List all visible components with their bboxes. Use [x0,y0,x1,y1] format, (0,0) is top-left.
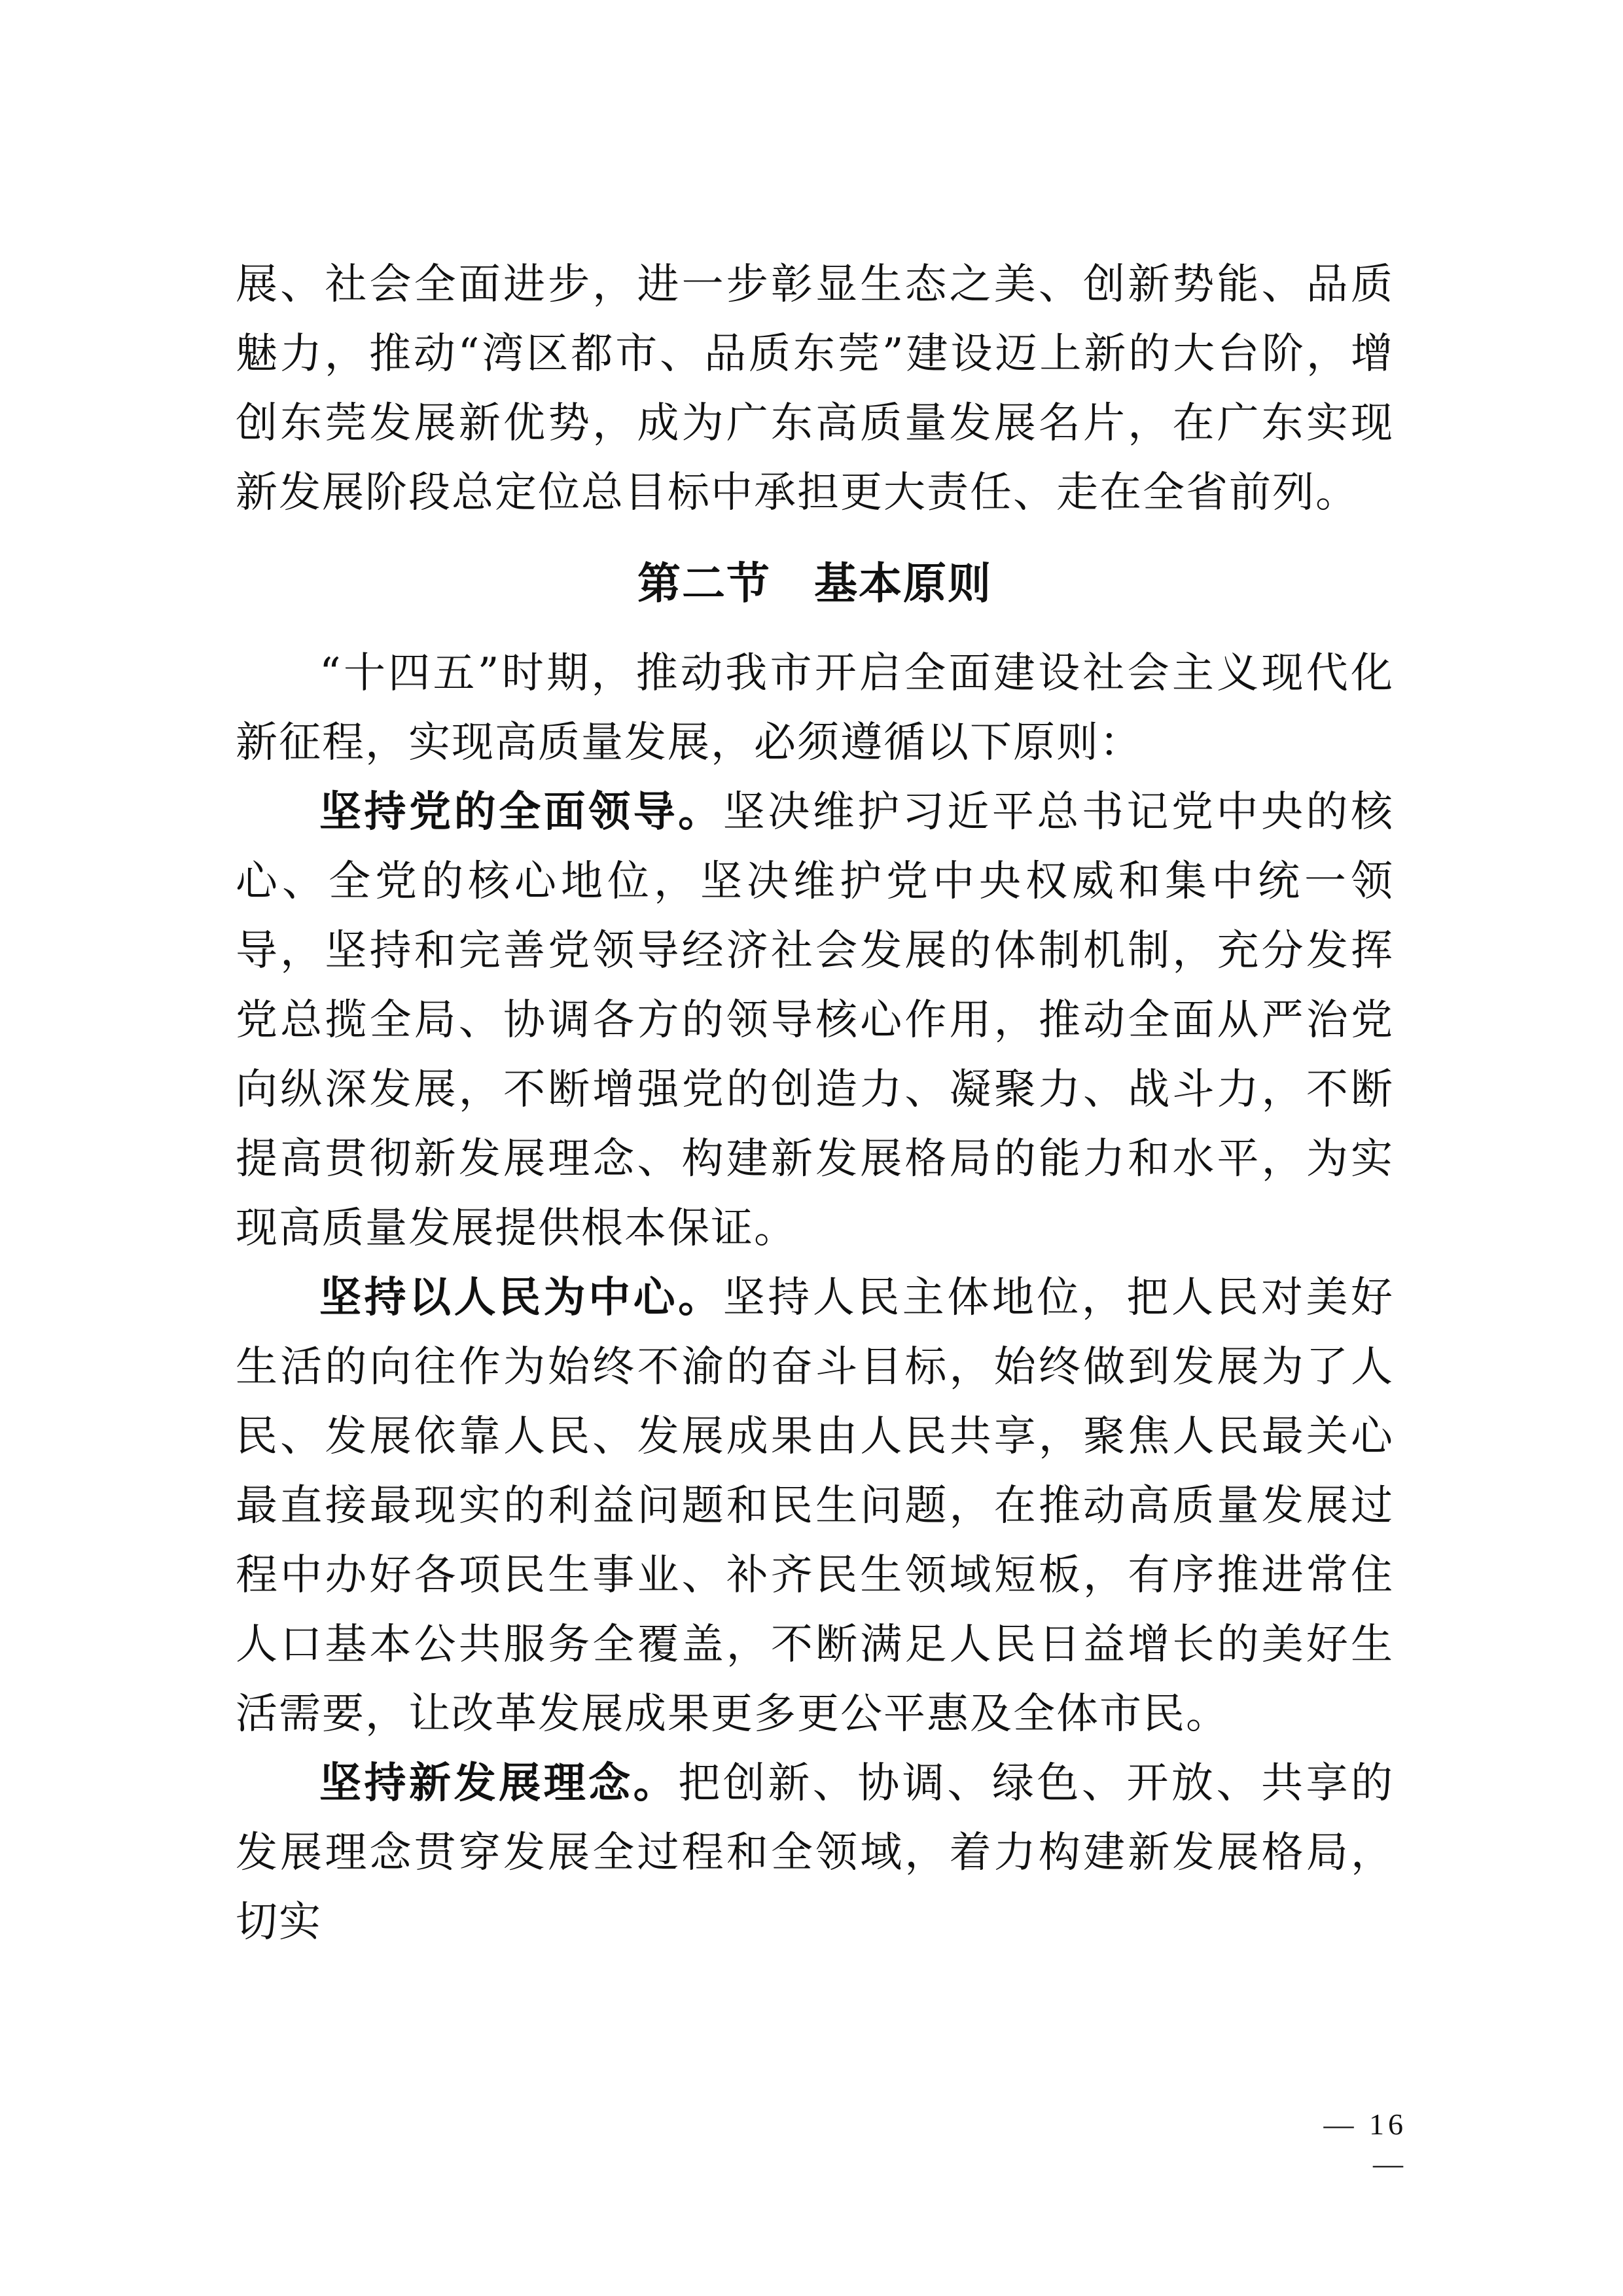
section-heading [236,548,1394,618]
principle-lead: 坚持党的全面领导。 [319,787,723,836]
continuation-paragraph: 展、社会全面进步，进一步彰显生态之美、创新势能、品质魅力，推动“湾区都市、品质东莞”建设迈上新的大台阶，增创东莞发展新优势，成为广东高质量发展名片，在广东实现新发展阶段总定位总目标中承担更大责任、走在全省前列。 [236,260,1394,517]
principle-body: 坚持人民主体地位，把人民对美好生活的向往作为始终不渝的奋斗目标，始终做到发展为了人民、发展依靠人民、发展成果由人民共享，聚焦人民最关心最直接最现实的利益问题和民生问题，在推动高质量发展过程中办好各项民生事业、补齐民生领域短板，有序推进常住人口基本公共服务全覆盖，不断满足人民日益增长的美好生活需要，让改革发展成果更多更公平惠及全体市民。 [236,1274,1395,1738]
section-title: 基本原则 [814,558,992,609]
principle-lead: 坚持新发展理念。 [319,1759,679,1808]
principle-body: 把创新、协调、绿色、开放、共享的发展理念贯穿发展全过程和全领域，着力构建新发展格局，切实 [236,1759,1395,1946]
principle-lead: 坚持以人民为中心。 [319,1273,723,1322]
intro-paragraph: “十四五”时期，推动我市开启全面建设社会主义现代化新征程，实现高质量发展，必须遵循以下原则： [236,649,1394,767]
principle-paragraph-party-leadership [236,778,1394,1263]
principle-paragraph-new-development-concept [236,1749,1394,1957]
section-number: 第二节 [637,558,771,609]
page-number: — 16 — [1323,2108,1407,2180]
principle-paragraph-people-centered [236,1263,1394,1749]
document-body [236,250,1394,1957]
principle-body: 坚决维护习近平总书记党中央的核心、全党的核心地位，坚决维护党中央权威和集中统一领导，坚持和完善党领导经济社会发展的体制机制，充分发挥党总揽全局、协调各方的领导核心作用，推动全面从严治党向纵深发展，不断增强党的创造力、凝聚力、战斗力，不断提高贯彻新发展理念、构建新发展格局的能力和水平，为实现高质量发展提供根本保证。 [236,788,1395,1253]
